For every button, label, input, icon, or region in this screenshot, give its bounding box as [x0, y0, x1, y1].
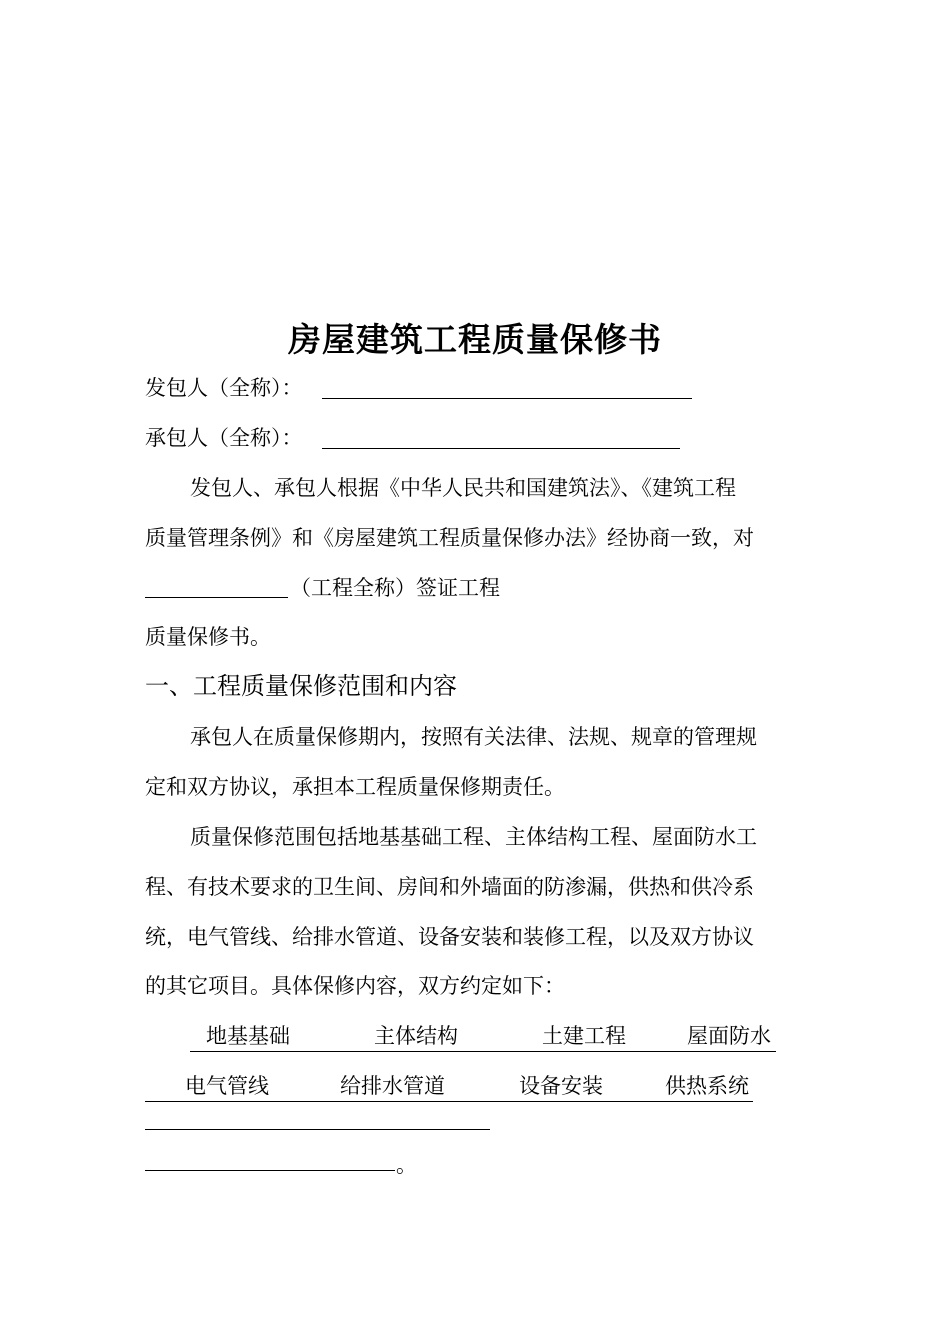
end-mark: 。: [396, 1153, 417, 1177]
contractor-line: [145, 423, 303, 453]
intro-line-1: 发包人、承包人根据《中华人民共和国建筑法》、《建筑工程: [190, 476, 736, 500]
employer-line: [145, 373, 303, 403]
scope-item: 电气管线: [185, 1074, 269, 1098]
para-2-line-3: 统，电气管线、给排水管道、设备安装和装修工程，以及双方协议: [145, 925, 754, 949]
para-2-line-4: 的其它项目。具体保修内容，双方约定如下：: [145, 974, 565, 998]
section-1-title: 一、工程质量保修范围和内容: [145, 672, 457, 700]
scope-item: 设备安装: [519, 1074, 603, 1098]
intro-line-4: 质量保修书。: [145, 625, 271, 649]
para-1-line-2: 定和双方协议，承担本工程质量保修期责任。: [145, 775, 565, 799]
intro-line-2: 质量管理条例》和《房屋建筑工程质量保修办法》经协商一致，对: [145, 526, 754, 550]
scope-item: 屋面防水: [687, 1024, 771, 1048]
contractor-name-blank: [322, 448, 680, 449]
para-2-line-2: 程、有技术要求的卫生间、房间和外墙面的防渗漏，供热和供冷系: [145, 875, 754, 899]
blank-line: [145, 1170, 395, 1171]
scope-items-row-1: [190, 1021, 776, 1052]
employer-label: 发包人（全称）：: [145, 376, 303, 400]
scope-item: 地基基础: [206, 1024, 290, 1048]
blank-line: [145, 1129, 490, 1130]
project-name-blank: [145, 597, 288, 598]
scope-item: 土建工程: [542, 1024, 626, 1048]
document-title: 房屋建筑工程质量保修书: [288, 320, 662, 359]
para-2-line-1: 质量保修范围包括地基基础工程、主体结构工程、屋面防水工: [190, 825, 757, 849]
scope-item: 给排水管道: [340, 1074, 445, 1098]
scope-items-row-2: [145, 1071, 753, 1102]
scope-item: 主体结构: [374, 1024, 458, 1048]
contractor-label: 承包人（全称）：: [145, 426, 303, 450]
intro-line-3: （工程全称）签证工程: [290, 576, 500, 600]
para-1-line-1: 承包人在质量保修期内，按照有关法律、法规、规章的管理规: [190, 725, 757, 749]
scope-item: 供热系统: [665, 1074, 749, 1098]
employer-name-blank: [322, 398, 692, 399]
